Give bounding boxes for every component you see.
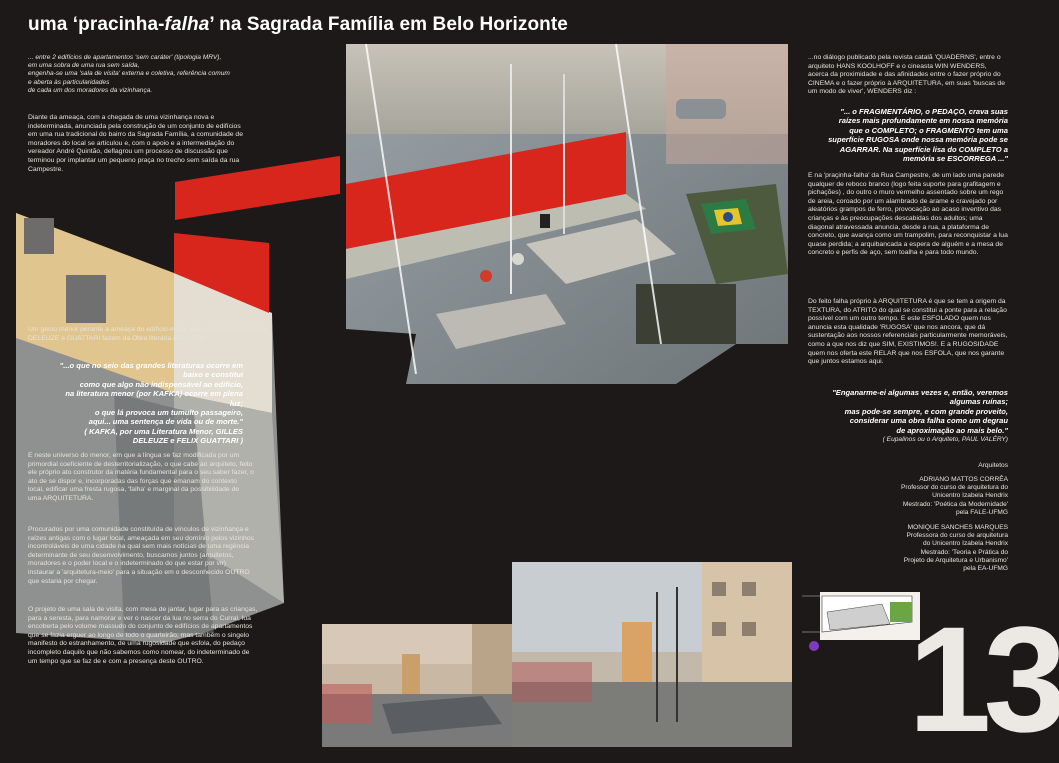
street-photo-right bbox=[512, 562, 792, 747]
paragraph-sala-de-visita: O projeto de uma sala de visita, com mesa de jantar, lugar para as crianças, para a seresta, para namorar e ver o nascer da lua no serra do Curral, lua encoberta pelo volume massudo do conjunto de edifícios de apartamentos que se fazia erguer ao longo de todo o quarteirão, mas também o singelo manifesto do estranhamento, de uma rugosidade que esfola, do pedaço incompleto daquilo que não sabemos como nomear, do indeterminado de um tempo que se faz de e com a presença deste OUTRO. bbox=[28, 606, 258, 665]
paragraph-deleuze: Um gesto menor perante a ameaça do edifício-maior, mas, como na leitura que DELEUZE e GUATTARI fazem da Obra literária de KAFKA: bbox=[28, 326, 267, 342]
street-photo-left bbox=[322, 624, 512, 747]
page-number: 13 bbox=[908, 595, 1059, 763]
kafka-quote: "...o que no seio das grandes literaturas ocorre em baixo e constitui como que algo não indispensável ao edifício, na literatura menor (por KAFKA) ocorre em plena luz; o que lá provoca um tumulto passageiro, aqui... uma sentença de vida ou de morte." ( KAFKA, por uma Literatura Menor, GILLES DELEUZE e FELIX GUATTARI ) bbox=[59, 361, 243, 446]
paragraph-feito-falha: Do feito falha próprio à ARQUITETURA é que se tem a origem da TEXTURA, do ATRITO do qual se constitui a ponte para a relação possível com um outro tempo. E este ESFOLADO quem nos anuncia esta qualidade 'RUGOSA' que nos ancora, que dá sustentação aos nossos referenciais particularmente memoráveis, como a que nos diz que SIM, EXISTIMOS!. E a RUGOSIDADE quem nos oferta este RELAR que nos ESFOLA, que nos garante que juntos estamos aqui. bbox=[808, 298, 1008, 366]
wenders-quote: "... o FRAGMENTÁRIO, o PEDAÇO, crava suas raízes mais profundamente em nossa memória que o COMPLETO; o FRAGMENTO tem uma superfície RUGOSA onde nossa memória pode se AGARRAR. Na superfície lisa do COMPLETO a memória se ESCORREGA ..." bbox=[828, 107, 1008, 164]
architect-monique: MONIQUE SANCHES MARQUES Professora do curso de arquitetura do Unicentro Izabela Hendrix Mestrado: 'Teoria e Prática do Projeto de Arquitetura e Urbanismo' pela EA-UFMG bbox=[903, 524, 1008, 573]
paragraph-pracinha: E na 'praçinha-falha' da Rua Campestre, de um lado uma parede qualquer de reboco branco (logo feita suporte para grafitagem e pichações) , do outro o muro vermelho assentado sobre um rego de areia, coroado por um alambrado de arame e cravejado por aleatórios grampos de ferro, provocação ao acaso inventivo das crianças e às preocupações descabidas dos adultos; uma diagonal atravessada anuncia, desde a rua, a plataforma de concreto, que avança como um trampolim, para reconquistar a lua quase perdida; a arquibancada a espera de alguém e a mesa de concreto e perfis de aço, sem toalha e para todo mundo. bbox=[808, 172, 1008, 257]
intro-text: ... entre 2 edifícios de apartamentos 'sem caráter' (tipologia MRV), em uma sobra de uma rua sem saída, engenha-se uma 'sala de visita' externa e coletiva, referência comum e aberta às particularidades de cada um dos moradores da vizinhança. bbox=[28, 54, 230, 94]
site-plan-drawing bbox=[802, 582, 922, 652]
valery-quote: "Enganarme-ei algumas vezes e, então, veremos algumas ruínas; mas pode-se sempre, e com grande proveito, considerar uma obra falha como um degrau de aproximação ao mais belo." bbox=[832, 388, 1008, 435]
paragraph-quaderns: ...no diálogo publicado pela revista catalã 'QUADERNS', entre o arquiteto HANS KOOLHOFF e o cineasta WIN WENDERS, acerca da proximidade e das afinidades entre o fazer próprio do CINEMA e o fazer próprio à ARQUITETURA, em suas 'buscas de um modo de viver', WENDERS diz : bbox=[808, 54, 1005, 96]
paragraph-intro: Diante da ameaça, com a chegada de uma vizinhança nova e indeterminada, anunciada pela construção de um conjunto de edifícios em uma rua tradicional do bairro da Sagrada Família, a comunidade de moradores do local se articulou e, com o apoio e a intermediação do vereador André Quintão, deflagrou um processo de discussão que terminou por implantar um pequeno praça no trecho sem saída da rua Campestre. bbox=[28, 114, 243, 173]
page-title: uma ‘pracinha-falha’ na Sagrada Família em Belo Horizonte bbox=[28, 14, 568, 35]
plaza-aerial-photo bbox=[346, 44, 788, 384]
architect-adriano: ADRIANO MATTOS CORRÊA Professor do curso de arquitetura do Unicentro Izabela Hendrix Mestrado: 'Poética da Modernidade' pela FALE-UFMG bbox=[900, 476, 1008, 516]
paragraph-menor: E neste universo do menor, em que a língua se faz modificada por um primordial coeficiente de desterritorialização, o que cabe ao arquiteto, feito ele próprio ato construtor da matéria fundamental para o seu saber fazer, o ato de se dispor e, incorporadas das forças que emanam do contexto local, edificar uma fresta rugosa, 'falha' e marginal da possibilidade de uma ARQUITETURA. bbox=[28, 452, 254, 502]
paragraph-comunidade: Procurados por uma comunidade constituída de vínculos de vizinhança e raízes antigas com o lugar local, ameaçada em seu domínio pelos vizinhos incontroláveis de uma cidade na qual sem mais notícias de uma regência determinante de seu desenvolvimento, buscamos juntos (arquitetos, moradores e o poder local e o indeterminado do que estar por vir) instaurar a 'arquitetura-meio' para a situação em o desconhecido OUTRO que estaria por chegar. bbox=[28, 526, 254, 585]
valery-source: ( Eupalinos ou o Arquiteto, PAUL VALÉRY) bbox=[882, 436, 1008, 443]
architects-heading: Arquitetos bbox=[978, 462, 1008, 469]
